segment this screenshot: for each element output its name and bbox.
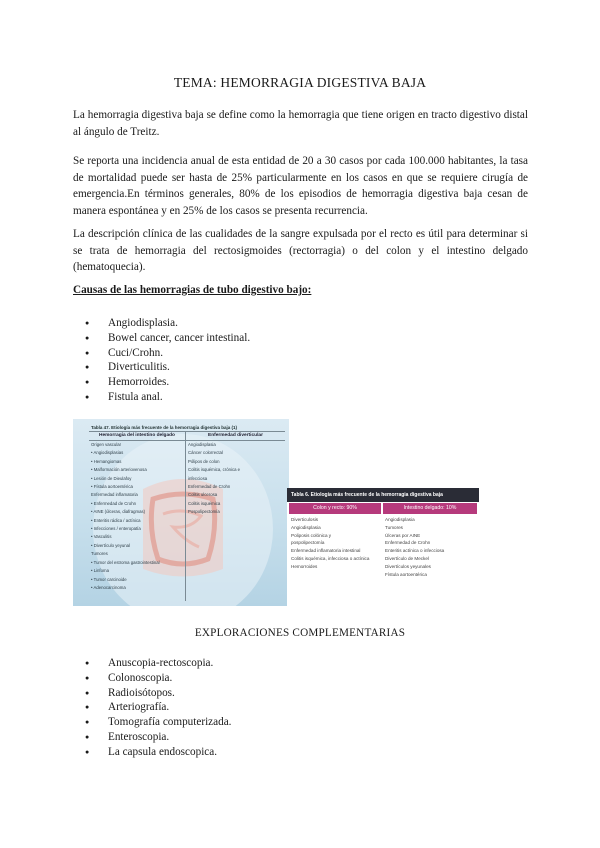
list-item: ● Tomografía computerizada.: [85, 715, 231, 730]
table-cell: Tumores: [385, 524, 403, 530]
list-item: ● Bowel cancer, cancer intestinal.: [85, 331, 250, 346]
table-cell: Divertículos yeyunales: [385, 563, 431, 569]
list-item: ● Fistula anal.: [85, 390, 250, 405]
table-header-col1: Colon y recto: 90%: [289, 503, 381, 514]
table-cell: Diverticulosis: [291, 517, 319, 522]
page-title: TEMA: HEMORRAGIA DIGESTIVA BAJA: [173, 75, 427, 90]
table-cell: • Tumor del estroma gastrointestinal: [91, 559, 160, 565]
table-cell: Enfermedad inflamatoria intestinal: [291, 548, 361, 554]
table-column-left: [291, 516, 379, 571]
table-cell: • Divertículo yeyunal: [91, 542, 130, 548]
table-cell: • Fístula aortoentérica: [91, 484, 133, 490]
list-item: ● Radioisótopos.: [85, 686, 231, 701]
table-header-col1: Hemorragia del intestino delgado: [99, 433, 175, 438]
table-cell: Poliposis colónica y: [291, 532, 332, 538]
table-header-col2: Intestino delgado: 10%: [383, 503, 477, 514]
table-column-left: [91, 441, 183, 592]
table-cell: Enfermedad de Crohn: [188, 484, 231, 490]
list-item: ● Angiodisplasia.: [85, 316, 250, 331]
paragraph-clinical: La descripción clínica de las cualidades de la sangre expulsada por el recto es útil para determinar si se trata de hemorragia del rectosigmoides (rectorragia) o del colon y el intestino delgado (hematoquecia).: [73, 228, 528, 274]
table-cell: • Angiodisplasias: [91, 450, 124, 456]
list-item: ● Anuscopia-rectoscopia.: [85, 656, 231, 671]
table-cell: Colitis isquémica, infecciosa o actínica: [291, 555, 370, 561]
table-cell: Enteritis actínica o infecciosa: [385, 548, 445, 554]
table-cell: Úlceras por AINE: [385, 532, 421, 538]
etiology-table-image-right: [287, 488, 479, 606]
exploraciones-list: [85, 656, 231, 760]
etiology-table-image-left: [73, 419, 289, 606]
table-column-right: [188, 441, 283, 517]
table-cell: • Vasculitis: [91, 534, 112, 540]
table-caption: Tabla 6. Etiología más frecuente de la hemorragia digestiva baja: [287, 488, 479, 502]
table-cell: • AINE (úlceras, diafragmas): [91, 509, 146, 515]
table-cell: Angiodisplasia: [188, 442, 216, 447]
paragraph-definition: La hemorragia digestiva baja se define como la hemorragia que tiene origen en tracto digestivo distal al ángulo de Treitz.: [73, 109, 528, 138]
table-cell: Colitis isquémica: [188, 500, 221, 506]
table-cell: Enfermedad de Crohn: [385, 540, 431, 546]
list-item: ● La capsula endoscopica.: [85, 745, 231, 760]
table-cell: • Enteritis rádica / actínica: [91, 517, 141, 523]
causes-list: [85, 316, 250, 405]
table-cell: Origen vascular: [91, 442, 122, 447]
table-cell: Tumores: [91, 551, 108, 557]
table-cell: Colitis ulcerosa: [188, 492, 218, 498]
list-item: ● Arteriografía.: [85, 700, 231, 715]
paragraph-incidence: Se reporta una incidencia anual de esta entidad de 20 a 30 casos por cada 100.000 habitantes, la tasa de mortalidad puede ser hasta de 25% particularmente en los casos en que se requiere cirugía de emergencia.En términos generales, 80% de los episodios de hemorragia digestiva baja cesan de manera espontánea y en 25% de los casos se presenta recurrencia.: [73, 155, 528, 217]
table-cell: Hemorroides: [291, 563, 318, 569]
table-cell: pospolipectomía: [291, 540, 325, 546]
table-cell: • Enfermedad de Crohn: [91, 500, 136, 506]
table-cell: Angiodisplasia: [291, 524, 321, 530]
table-cell: Pólipos de colon: [188, 458, 220, 464]
table-cell: Colitis isquémica, crónica e: [188, 467, 241, 473]
table-cell: • Linfoma: [91, 568, 109, 574]
table-cell: Divertículo de Meckel: [385, 555, 429, 561]
table-cell: Enfermedad inflamatoria: [91, 492, 138, 498]
table-cell: Pospolipectomía: [188, 509, 220, 515]
list-item: ● Hemorroides.: [85, 375, 250, 390]
table-column-right: [385, 516, 477, 578]
causes-heading: Causas de las hemorragias de tubo digestivo bajo:: [73, 284, 312, 296]
table-cell: • Malformación arteriovenosa: [91, 467, 147, 473]
table-cell: • Tumor carcinoide: [91, 576, 127, 582]
table-caption: Tabla 47. Etiología más frecuente de la hemorragia digestiva baja (1): [91, 425, 237, 430]
table-cell: • Infecciones / enteropatía: [91, 526, 141, 532]
list-item: ● Colonoscopia.: [85, 671, 231, 686]
table-cell: • Adenocarcinoma: [91, 584, 126, 590]
table-cell: Cáncer colorrectal: [188, 450, 223, 456]
table-cell: Fístula aortoentérica: [385, 571, 427, 577]
list-item: ● Diverticulitis.: [85, 360, 250, 375]
table-cell: • Hemangiomas: [91, 458, 122, 464]
list-item: ● Cuci/Crohn.: [85, 346, 250, 361]
section-heading: EXPLORACIONES COMPLEMENTARIAS: [194, 627, 406, 639]
table-cell: • Lesión de Dieulafoy: [91, 475, 132, 481]
table-cell: infecciosa: [188, 475, 208, 481]
table-cell: Angiodisplasia: [385, 517, 415, 522]
table-header-col2: Enfermedad diverticular: [208, 433, 263, 438]
list-item: ● Enteroscopia.: [85, 730, 231, 745]
